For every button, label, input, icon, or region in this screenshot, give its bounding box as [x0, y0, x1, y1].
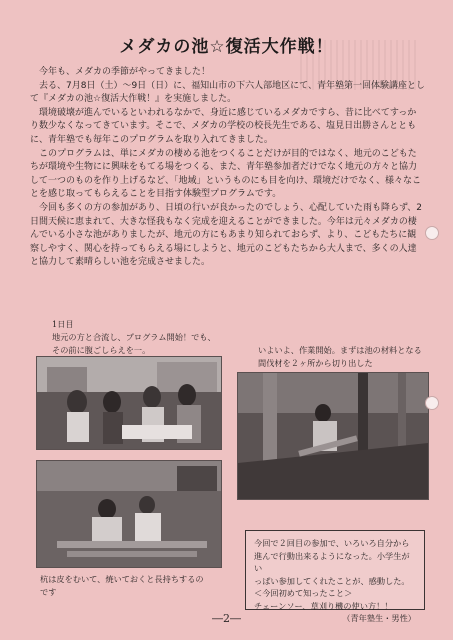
article-body: [30, 66, 425, 270]
comment-line: チェーンソー、草刈り機の使い方！！: [254, 600, 393, 611]
paragraph: 今回も多くの方の参加があり、日頃の行いが良かったのでしょう、心配していた雨も降らず、2日間天候に恵まれて、大きな怪我もなく完成を迎えることができました。今年は元々メダカの棲んでいる小さな池がありましたが、地元の方にもあまり知られておらず、より、こどもたちに観察しやすく、関心を持ってもらえる場にしようと、地元のこどもたちから大人まで、多くの人達と協力して素晴らしい池を完成させました。: [30, 202, 423, 268]
comment-line: っぱい参加してくれたことが、感動した。: [254, 575, 410, 586]
paragraph: 去る、7月8日（土）～9日（日）に、福知山市の下六人部地区にて、青年塾第一回体験講座として『メダカの池☆復活大作戦！』を実施しました。: [30, 80, 426, 105]
participant-comment-box: [245, 530, 425, 623]
bark-peeling-photo: [36, 460, 222, 568]
paragraph: 今年も、メダカの季節がやってきました！: [39, 67, 211, 77]
comment-line: 進んで行動出来るようになった。小学生がい: [254, 550, 410, 573]
punch-hole: [425, 396, 439, 410]
caption-line: です: [40, 587, 57, 597]
page-number: ―2―: [212, 612, 241, 625]
photo-caption-work: [258, 344, 422, 370]
caption-line: その前に腹ごしらえを一。: [52, 345, 151, 355]
article-title: メダカの池☆復活大作戦！: [119, 37, 334, 57]
caption-line: 杭は皮をむいて、焼いておくと長持ちするの: [40, 574, 204, 584]
paragraph: このプログラムは、単にメダカの棲める池をつくることだけが目的ではなく、地元のこどもたちが環境や生物にに興味をもてる場をつくる、また、青年塾参加者だけでなく地元の方々と協力して一つのものを作り上げるなど、「地域」というものにも目を向け、環境だけでなく、様々なことを感じ取ってもらえることを目指す体験型プログラムです。: [30, 148, 421, 200]
photo-caption-day1: [52, 318, 216, 357]
photo-caption-bark: [40, 573, 204, 599]
caption-line: 間伐材を２ヶ所から切り出した: [258, 358, 373, 368]
comment-line: 今回で２回目の参加で、いろいろ自分から: [254, 538, 410, 548]
comment-signature: （青年塾生・男性）: [342, 613, 416, 623]
forest-work-photo: [237, 372, 429, 500]
caption-line: 地元の方と合流し、プログラム開始！でも、: [52, 332, 216, 342]
paragraph: 環境破壊が進んでいるといわれるなかで、身近に感じているメダカですら、昔に比べてすっかり数少なくなってきています。そこで、メダカの学校の校長先生である、塩見日出勝さんとともに、青年塾でも毎年このプログラムを取り入れてきました。: [30, 107, 417, 145]
punch-hole: [425, 226, 439, 240]
caption-line: 1日目: [52, 319, 74, 329]
comment-line: ＜今回初めて知ったこと＞: [254, 588, 353, 598]
caption-line: いよいよ、作業開始。まずは池の材料となる: [258, 345, 422, 355]
lunch-photo: [36, 356, 222, 450]
